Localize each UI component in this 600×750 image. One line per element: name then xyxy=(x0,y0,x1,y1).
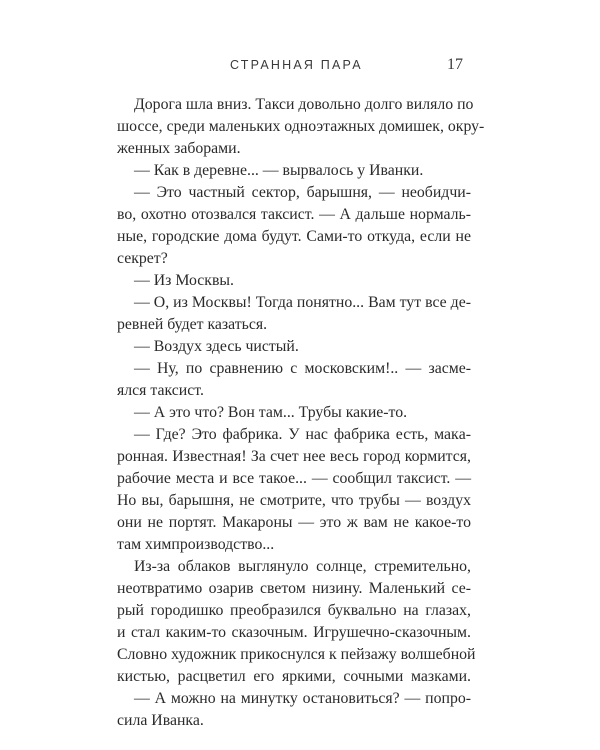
text-line: и стал каким-то сказочным. Игрушечно-сказочным. xyxy=(117,624,471,641)
text-line: Словно художник прикоснулся к пейзажу волшебной xyxy=(117,646,476,663)
text-line: — О, из Москвы! Тогда понятно... Вам тут все де- xyxy=(134,294,471,311)
text-line: во, охотно отозвался таксист. — А дальше нормаль- xyxy=(117,206,471,223)
text-line: там химпроизводство... xyxy=(117,536,275,553)
running-title: СТРАННАЯ ПАРА xyxy=(230,58,363,72)
text-line: сила Иванка. xyxy=(117,712,204,729)
text-line: рый городишко преобразился буквально на глазах, xyxy=(117,602,471,619)
text-line: — Это частный сектор, барышня, — необидчи- xyxy=(134,184,471,201)
text-line: они не портят. Макароны — это ж вам не какое-то xyxy=(117,514,471,531)
text-line: секрет? xyxy=(117,250,168,267)
body-text xyxy=(117,94,485,732)
text-line: ные, городские дома будут. Сами-то откуда, если не xyxy=(117,228,471,245)
text-line: Из-за облаков выглянуло солнце, стремительно, xyxy=(134,558,471,575)
text-line: ялся таксист. xyxy=(117,382,204,399)
text-line: — Где? Это фабрика. У нас фабрика есть, макa- xyxy=(134,426,471,443)
text-line: ронная. Известная! За счет нее весь город кормится, xyxy=(117,448,471,465)
text-line: — А это что? Вон там... Трубы какие-то. xyxy=(134,404,408,421)
text-line: — Ну, по сравнению с московским!.. — засме- xyxy=(134,360,471,377)
text-line: — Как в деревне... — вырвалось у Иванки. xyxy=(134,162,424,179)
text-line: — Из Москвы. xyxy=(134,272,234,289)
text-line: неотвратимо озарив светом низину. Маленький се- xyxy=(117,580,471,597)
text-line: рабочие места и все такое... — сообщил таксист. — xyxy=(117,470,471,487)
text-line: — Воздух здесь чистый. xyxy=(134,338,299,355)
text-line: ревней будет казаться. xyxy=(117,316,268,333)
text-line: кистью, расцветил его яркими, сочными мазками. xyxy=(117,668,471,685)
text-line: шоссе, среди маленьких одноэтажных домишек, окру- xyxy=(117,118,485,135)
page-number: 17 xyxy=(447,56,463,73)
text-line: Дорога шла вниз. Такси довольно долго виляло по xyxy=(134,96,474,113)
text-line: Но вы, барышня, не смотрите, что трубы — воздух xyxy=(117,492,471,509)
text-line: — А можно на минутку остановиться? — попро- xyxy=(134,690,471,707)
text-line: женных заборами. xyxy=(117,140,241,157)
